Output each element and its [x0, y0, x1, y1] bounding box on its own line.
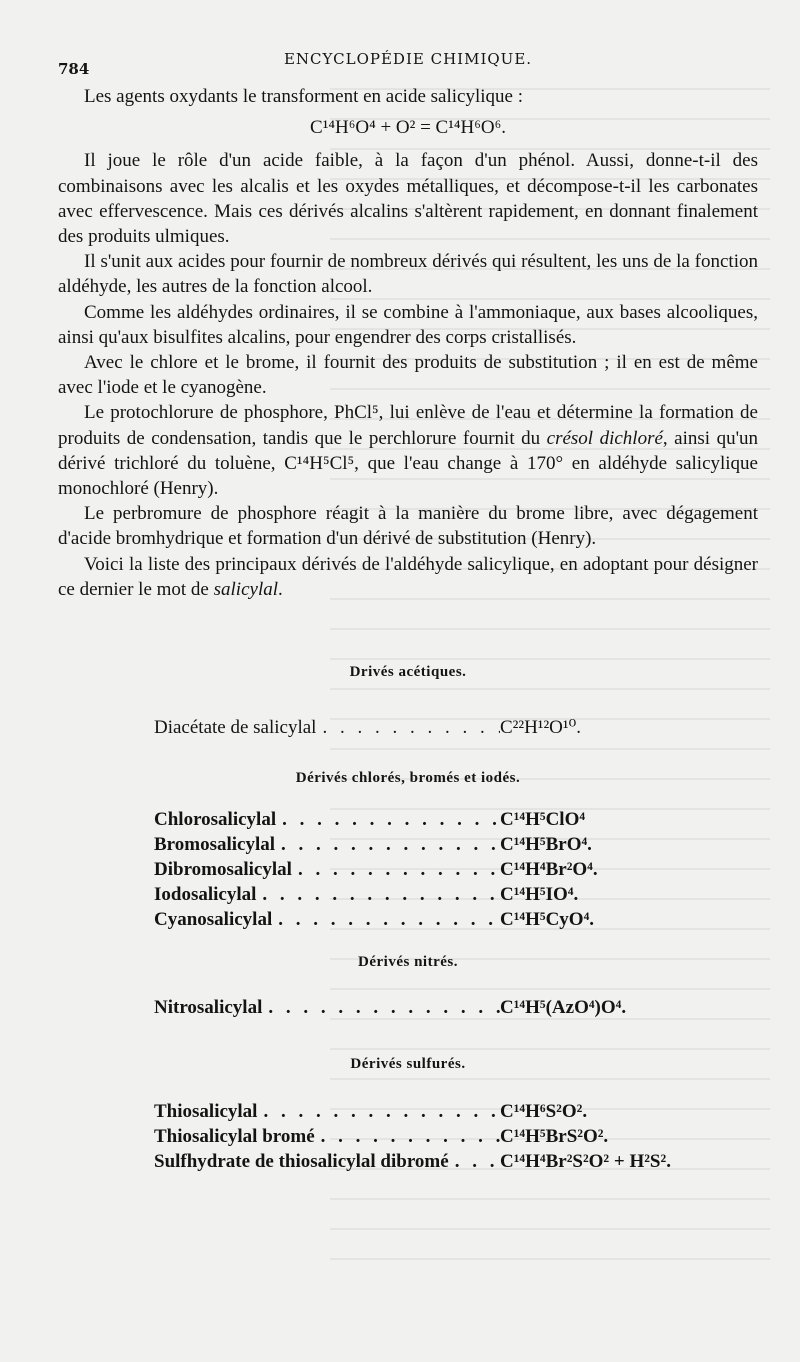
paragraph-perbromide: Le perbromure de phosphore réagit à la manière du brome libre, avec dégagement d'acide bromhydrique et formation d'un dérivé de substitution (Henry). [58, 503, 758, 550]
compound-formula: C¹⁴H⁴Br²S²O² + H²S². [500, 1151, 671, 1172]
list-item [154, 882, 714, 907]
list-item [154, 1124, 714, 1149]
section-title: Drivés acétiques. [349, 664, 467, 680]
paragraph-list-intro-part1: Voici la liste des principaux dérivés de l'aldéhyde salicylique, en adoptant pour désigner ce dernier le mot de [58, 553, 758, 600]
compound-name: Iodosalicylal [154, 884, 257, 905]
leader-dots [292, 857, 500, 882]
compound-formula: C¹⁴H⁵CyO⁴. [500, 909, 595, 930]
paragraph-aldehydes: Comme les aldéhydes ordinaires, il se combine à l'ammoniaque, aux bases alcooliques, ainsi qu'aux bisulfites alcalins, pour engendrer des corps cristallisés. [58, 301, 758, 348]
section-halogen-derivatives [58, 770, 758, 932]
compound-name: Bromosalicylal [154, 834, 276, 855]
list-item [154, 995, 714, 1020]
list-item [154, 1099, 714, 1124]
compound-formula: C¹⁴H⁵BrS²O². [500, 1126, 609, 1147]
section-nitro-derivatives [58, 954, 758, 1020]
page-number: 784 [58, 60, 90, 78]
paragraph-chlorine-bromine: Avec le chlore et le brome, il fournit des produits de substitution ; il en est de même avec l'iode et le cyanogène. [58, 352, 758, 399]
section-sulfur-derivatives [58, 1056, 758, 1174]
list-item [154, 715, 714, 740]
list-item [154, 832, 714, 857]
section-acetic-derivatives [58, 664, 758, 740]
leader-dots [315, 1124, 500, 1149]
list-item [154, 1149, 714, 1174]
section-title: Dérivés chlorés, bromés et iodés. [295, 770, 521, 786]
term-salicylal: salicylal [213, 578, 279, 600]
compound-formula: C¹⁴H⁶S²O². [500, 1101, 588, 1122]
list-item [154, 907, 714, 932]
leader-dots [262, 995, 500, 1020]
section-title: Dérivés nitrés. [358, 954, 458, 970]
leader-dots [316, 715, 500, 740]
compound-name: Dibromosalicylal [154, 859, 292, 880]
page-header [58, 50, 758, 80]
compound-name: Nitrosalicylal [154, 997, 263, 1018]
derivatives-list [58, 664, 758, 1196]
leader-dots [256, 882, 500, 907]
section-title: Dérivés sulfurés. [350, 1056, 466, 1072]
compound-formula: C¹⁴H⁵IO⁴. [500, 884, 579, 905]
compound-formula: C¹⁴H⁴Br²O⁴. [500, 859, 598, 880]
equation-oxidation: C¹⁴H⁶O⁴ + O² = C¹⁴H⁶O⁶. [310, 117, 506, 139]
paragraph-protochloride [58, 400, 758, 501]
compound-formula: C²²H¹²O¹⁰. [500, 717, 581, 738]
compound-formula: C¹⁴H⁵BrO⁴. [500, 834, 592, 855]
compound-formula: C¹⁴H⁵ClO⁴ [500, 809, 586, 830]
paragraph-list-intro-part2: . [278, 578, 283, 600]
paragraph-acids: Il s'unit aux acides pour fournir de nombreux dérivés qui résultent, les uns de la fonction aldéhyde, les autres de la fonction alcool. [58, 251, 758, 298]
body-text [58, 84, 758, 602]
compound-formula: C¹⁴H⁵(AzO⁴)O⁴. [500, 997, 627, 1018]
list-item [154, 857, 714, 882]
leader-dots [257, 1099, 500, 1124]
paragraph-oxidation: Les agents oxydants le transforment en acide salicylique : [84, 86, 523, 107]
leader-dots [449, 1149, 500, 1174]
compound-name: Sulfhydrate de thiosalicylal dibromé [154, 1151, 449, 1172]
compound-name: Cyanosalicylal [154, 909, 273, 930]
paragraph-list-intro [58, 552, 758, 602]
leader-dots [272, 907, 500, 932]
list-item [154, 807, 714, 832]
running-head: ENCYCLOPÉDIE CHIMIQUE. [283, 50, 533, 68]
compound-name: Thiosalicylal [154, 1101, 258, 1122]
compound-name: Diacétate de salicylal [154, 717, 317, 738]
paragraph-weak-acid: Il joue le rôle d'un acide faible, à la façon d'un phénol. Aussi, donne-t-il des combinaisons avec les alcalis et les oxydes métalliques, et décompose-t-il les carbonates avec effervescence. Mais ces dérivés alcalins s'altèrent rapidement, en donnant finalement des produits ulmiques. [58, 150, 758, 248]
term-cresol-dichlore: crésol dichloré [546, 427, 663, 449]
paragraph-protochloride-part1: Le protochlorure de phosphore, PhCl⁵, lui enlève de l'eau et détermine la formation de produits de condensation, tandis que le perchlorure fournit du [58, 402, 758, 449]
compound-name: Thiosalicylal bromé [154, 1126, 315, 1147]
leader-dots [276, 807, 500, 832]
compound-name: Chlorosalicylal [154, 809, 277, 830]
paragraph-protochloride-part2: , ainsi qu'un dérivé trichloré du toluène, C¹⁴H⁵Cl⁵, que l'eau change à 170° en aldéhyde salicylique monochloré (Henry). [58, 427, 758, 500]
leader-dots [275, 832, 500, 857]
